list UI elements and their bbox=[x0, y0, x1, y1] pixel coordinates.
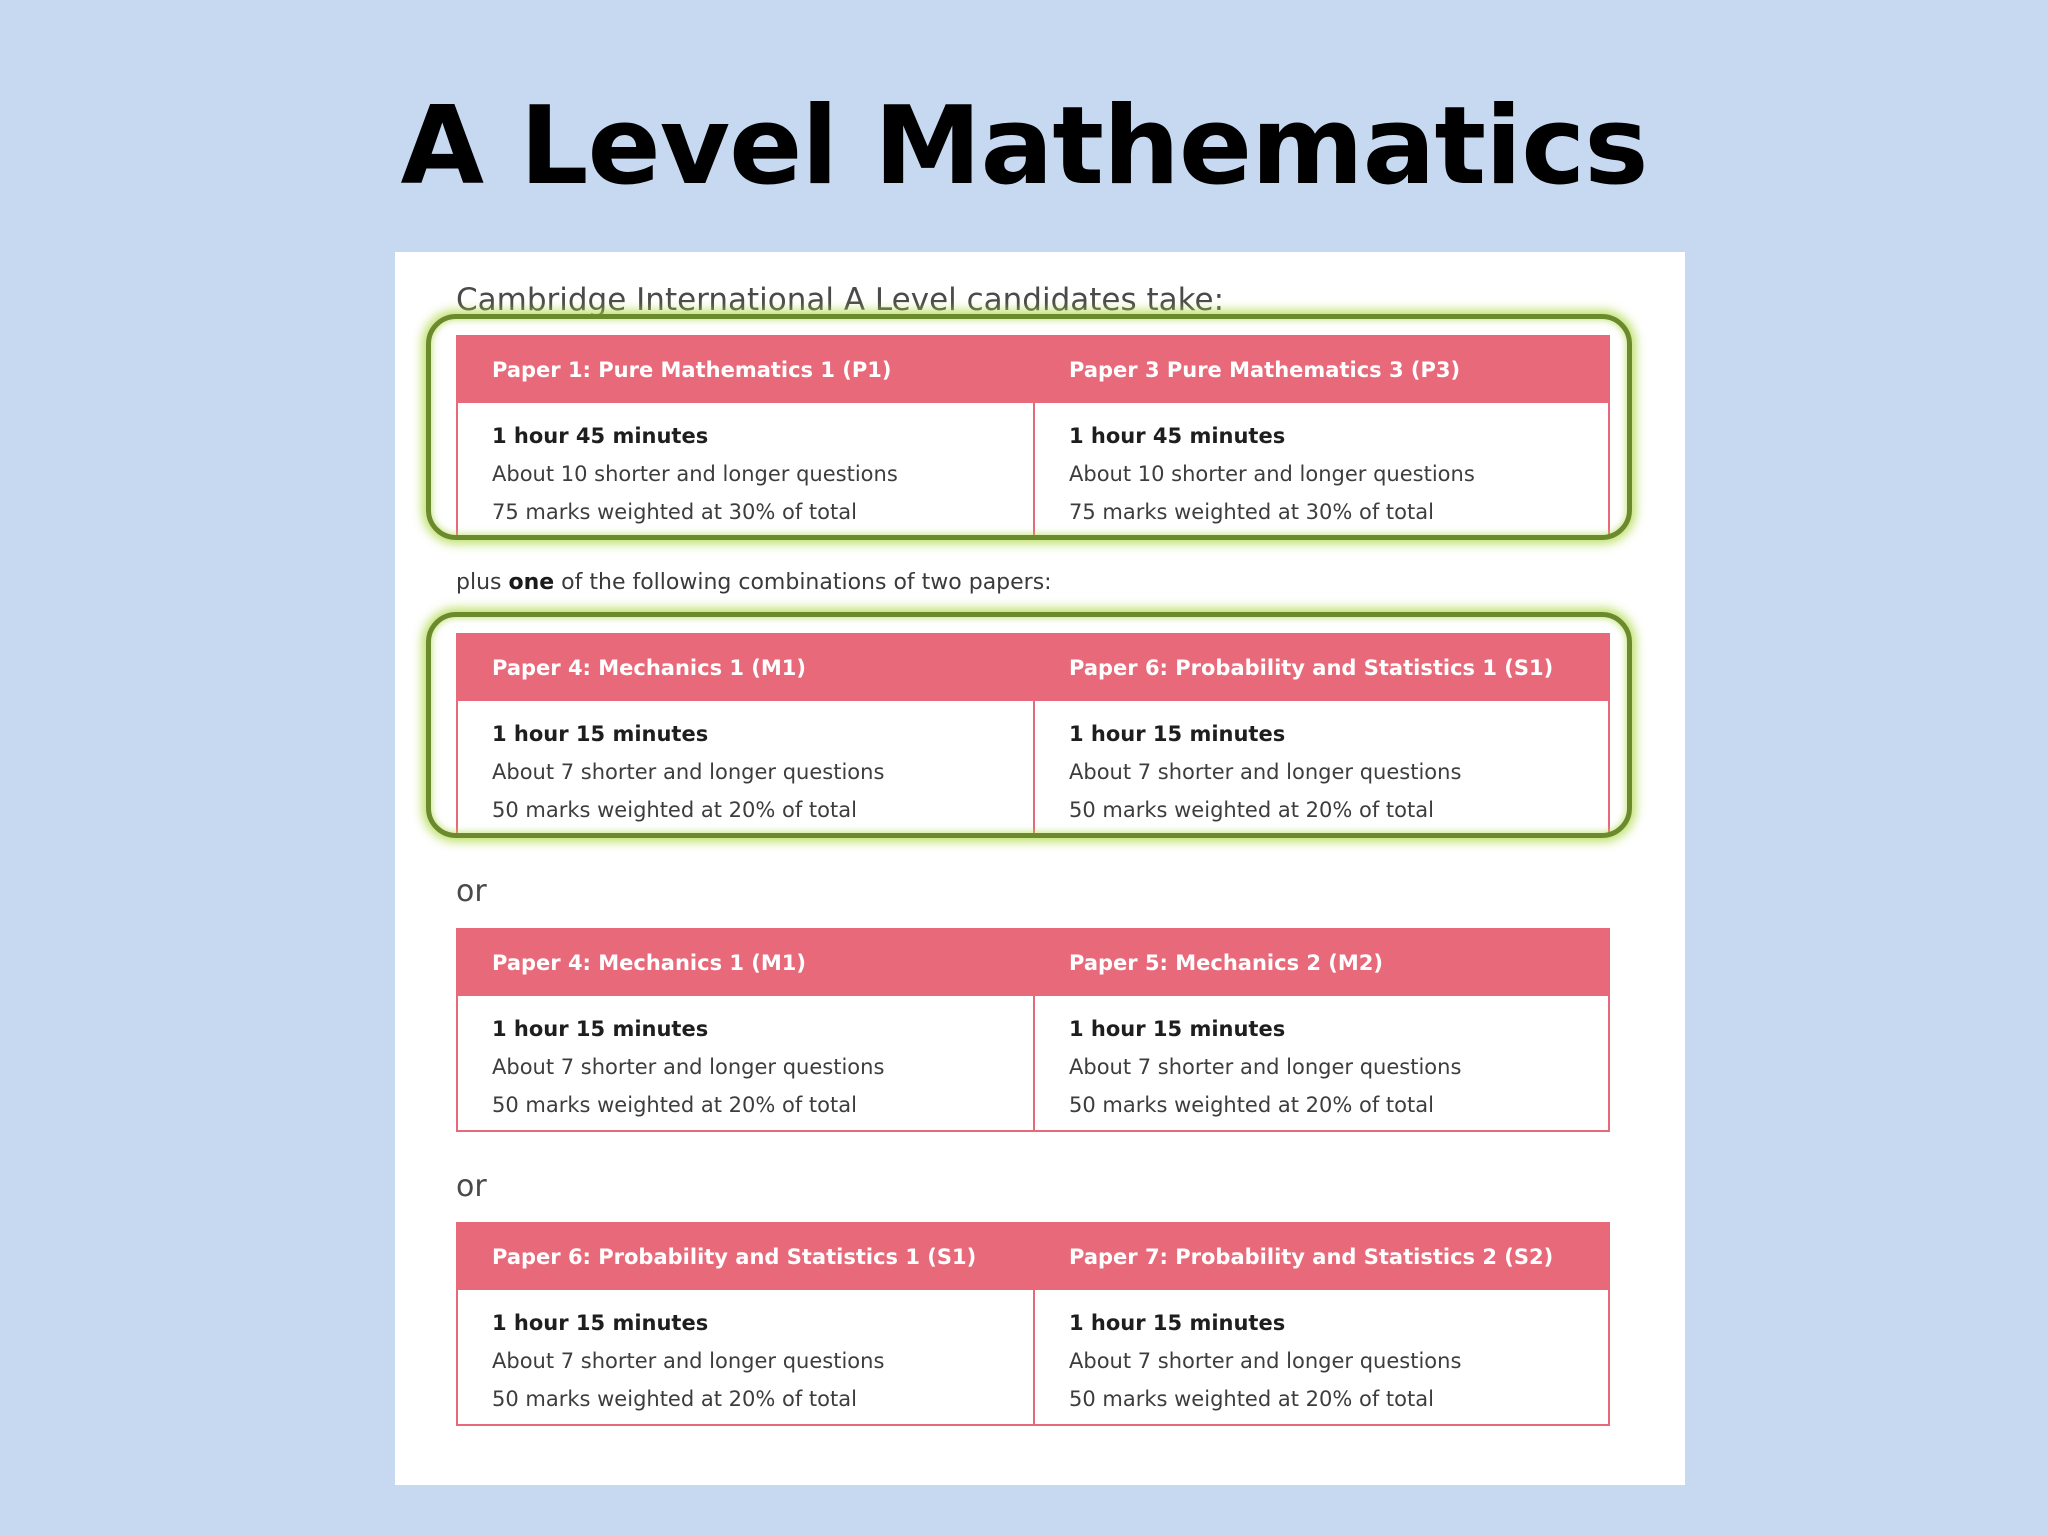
paper-card bbox=[458, 1224, 1033, 1424]
paper-title: Paper 5: Mechanics 2 (M2) bbox=[1035, 930, 1608, 996]
paper-duration: 1 hour 15 minutes bbox=[492, 1017, 709, 1041]
paper-title: Paper 7: Probability and Statistics 2 (S2) bbox=[1035, 1224, 1608, 1290]
paper-details bbox=[458, 403, 1033, 531]
paper-card bbox=[1033, 930, 1608, 1130]
paper-table-option-1 bbox=[456, 633, 1610, 837]
paper-duration: 1 hour 15 minutes bbox=[1069, 1311, 1286, 1335]
paper-details bbox=[458, 1290, 1033, 1418]
paper-details bbox=[1035, 996, 1608, 1124]
paper-card bbox=[458, 337, 1033, 537]
paper-card bbox=[458, 635, 1033, 835]
paper-marks: 75 marks weighted at 30% of total bbox=[1069, 500, 1434, 524]
paper-duration: 1 hour 45 minutes bbox=[1069, 424, 1286, 448]
paper-marks: 50 marks weighted at 20% of total bbox=[1069, 1387, 1434, 1411]
paper-card bbox=[458, 930, 1033, 1130]
paper-marks: 50 marks weighted at 20% of total bbox=[492, 1387, 857, 1411]
paper-duration: 1 hour 15 minutes bbox=[492, 722, 709, 746]
slide-title: A Level Mathematics bbox=[400, 84, 1648, 209]
paper-title: Paper 6: Probability and Statistics 1 (S1) bbox=[1035, 635, 1608, 701]
paper-title: Paper 4: Mechanics 1 (M1) bbox=[458, 635, 1033, 701]
paper-marks: 50 marks weighted at 20% of total bbox=[1069, 798, 1434, 822]
or-separator: or bbox=[456, 874, 487, 909]
combination-note-emphasis: one bbox=[508, 570, 555, 595]
combination-note bbox=[456, 570, 1052, 595]
paper-details bbox=[1035, 701, 1608, 829]
paper-marks: 50 marks weighted at 20% of total bbox=[492, 798, 857, 822]
paper-marks: 50 marks weighted at 20% of total bbox=[492, 1093, 857, 1117]
paper-marks: 75 marks weighted at 30% of total bbox=[492, 500, 857, 524]
paper-questions: About 10 shorter and longer questions bbox=[492, 462, 898, 486]
paper-details bbox=[458, 996, 1033, 1124]
intro-text: Cambridge International A Level candidates take: bbox=[456, 282, 1225, 318]
paper-duration: 1 hour 15 minutes bbox=[1069, 722, 1286, 746]
combination-note-before: plus bbox=[456, 570, 509, 595]
paper-title: Paper 1: Pure Mathematics 1 (P1) bbox=[458, 337, 1033, 403]
paper-marks: 50 marks weighted at 20% of total bbox=[1069, 1093, 1434, 1117]
paper-title: Paper 6: Probability and Statistics 1 (S1) bbox=[458, 1224, 1033, 1290]
paper-questions: About 7 shorter and longer questions bbox=[492, 1055, 885, 1079]
paper-details bbox=[458, 701, 1033, 829]
or-separator: or bbox=[456, 1169, 487, 1204]
paper-questions: About 7 shorter and longer questions bbox=[492, 760, 885, 784]
paper-questions: About 7 shorter and longer questions bbox=[1069, 1349, 1462, 1373]
content-panel bbox=[395, 252, 1685, 1485]
paper-details bbox=[1035, 1290, 1608, 1418]
paper-questions: About 7 shorter and longer questions bbox=[492, 1349, 885, 1373]
paper-card bbox=[1033, 337, 1608, 537]
combination-note-after: of the following combinations of two papers: bbox=[554, 570, 1052, 595]
paper-duration: 1 hour 45 minutes bbox=[492, 424, 709, 448]
paper-table-core bbox=[456, 335, 1610, 539]
paper-questions: About 10 shorter and longer questions bbox=[1069, 462, 1475, 486]
paper-table-option-3 bbox=[456, 1222, 1610, 1426]
paper-duration: 1 hour 15 minutes bbox=[492, 1311, 709, 1335]
paper-questions: About 7 shorter and longer questions bbox=[1069, 1055, 1462, 1079]
paper-table-option-2 bbox=[456, 928, 1610, 1132]
paper-card bbox=[1033, 1224, 1608, 1424]
paper-duration: 1 hour 15 minutes bbox=[1069, 1017, 1286, 1041]
paper-title: Paper 3 Pure Mathematics 3 (P3) bbox=[1035, 337, 1608, 403]
paper-questions: About 7 shorter and longer questions bbox=[1069, 760, 1462, 784]
paper-title: Paper 4: Mechanics 1 (M1) bbox=[458, 930, 1033, 996]
paper-card bbox=[1033, 635, 1608, 835]
paper-details bbox=[1035, 403, 1608, 531]
